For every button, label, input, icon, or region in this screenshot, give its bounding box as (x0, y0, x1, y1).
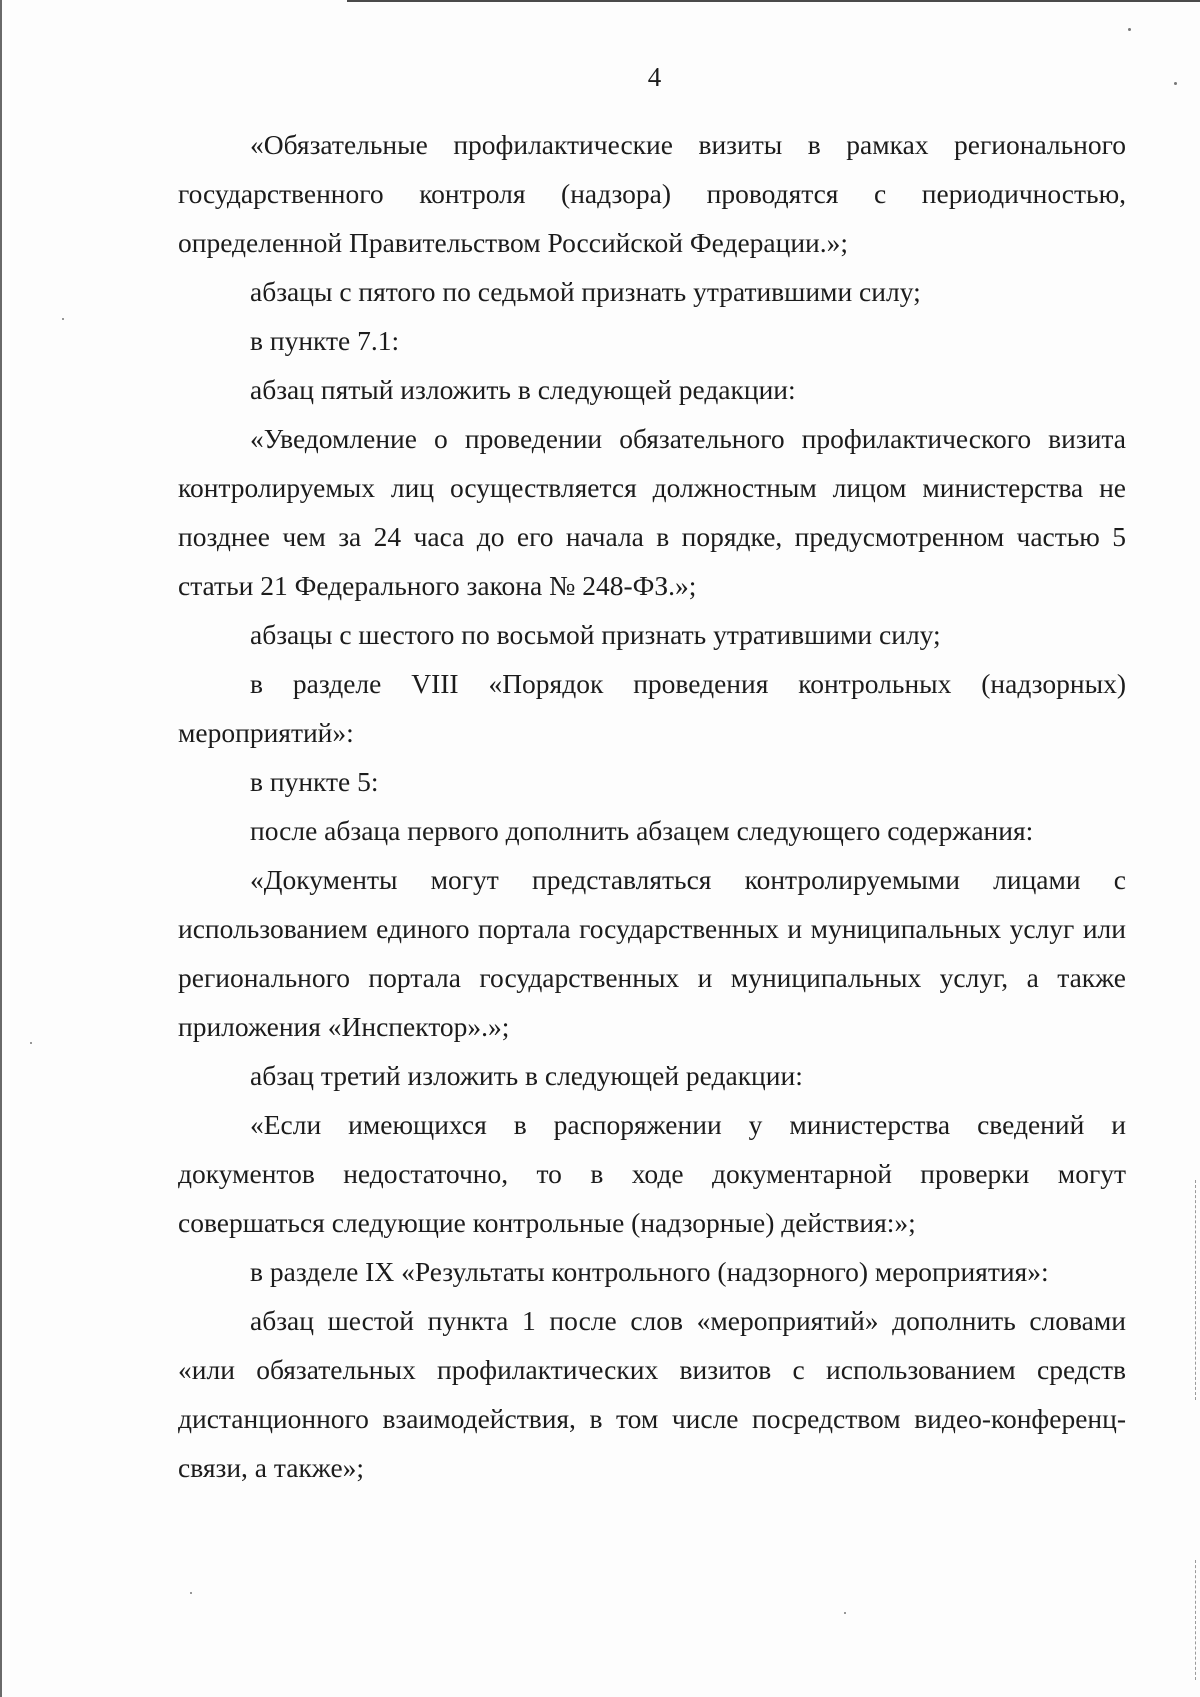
paragraph: «Документы могут представляться контролируемыми лицами с использованием единого портала государственных и муниципальных услуг или регионального портала государственных и муниципальных услуг, а также приложения «Инспектор».»; (178, 864, 1126, 1042)
scan-right-edge (1195, 1180, 1196, 1400)
paragraph: в пункте 5: (250, 766, 379, 797)
page-number: 4 (647, 62, 662, 92)
scan-speck (30, 1042, 32, 1044)
scan-speck (844, 1612, 846, 1614)
paragraph: абзацы с шестого по восьмой признать утратившими силу; (250, 619, 941, 650)
scan-top-edge (347, 0, 1200, 2)
paragraph: в пункте 7.1: (250, 325, 400, 356)
paragraph: после абзаца первого дополнить абзацем следующего содержания: (250, 815, 1034, 846)
paragraph: в разделе IX «Результаты контрольного (надзорного) мероприятия»: (250, 1256, 1049, 1287)
paragraph: «Уведомление о проведении обязательного профилактического визита контролируемых лиц осуществляется должностным лицом министерства не позднее чем за 24 часа до его начала в порядке, предусмотренном частью 5 статьи 21 Федерального закона № 248-ФЗ.»; (178, 423, 1126, 601)
scan-right-edge-lower (1195, 1560, 1196, 1680)
scan-speck (62, 318, 64, 320)
paragraph: «Обязательные профилактические визиты в рамках регионального государственного контроля (надзора) проводятся с периодичностью, определенной Правительством Российской Федерации.»; (178, 129, 1126, 258)
paragraph: абзац пятый изложить в следующей редакции: (250, 374, 796, 405)
scan-speck (190, 1592, 192, 1594)
paragraph: в разделе VIII «Порядок проведения контрольных (надзорных) мероприятий»: (178, 668, 1126, 748)
paragraph: «Если имеющихся в распоряжении у министерства сведений и документов недостаточно, то в ходе документарной проверки могут совершаться следующие контрольные (надзорные) действия:»; (178, 1109, 1126, 1238)
document-body (178, 120, 1126, 1492)
scan-speck (1128, 28, 1131, 31)
paragraph: абзац третий изложить в следующей редакции: (250, 1060, 803, 1091)
paragraph: абзацы с пятого по седьмой признать утратившими силу; (250, 276, 921, 307)
paragraph: абзац шестой пункта 1 после слов «мероприятий» дополнить словами «или обязательных профилактических визитов с использованием средств дистанционного взаимодействия, в том числе посредством видео-конференц-связи, а также»; (178, 1305, 1126, 1483)
